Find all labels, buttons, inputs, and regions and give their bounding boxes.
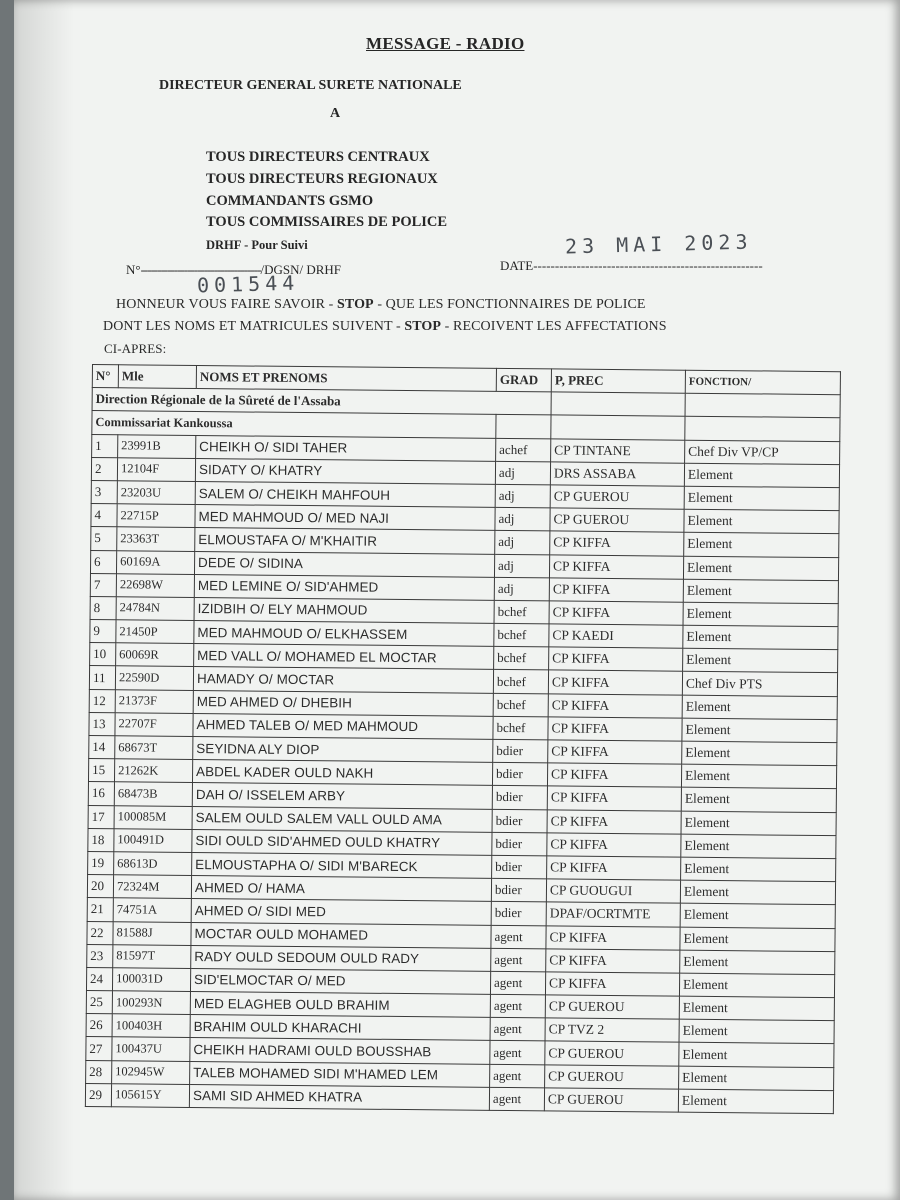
cell-prec: CP KIFFA — [548, 740, 682, 764]
cell-prec: CP KIFFA — [548, 694, 682, 718]
cell-mle: 100491D — [114, 828, 192, 852]
cell-name: RADY OULD SEDOUM OULD RADY — [191, 945, 491, 971]
cell-prec: CP KIFFA — [549, 601, 683, 625]
cell-function: Element — [684, 509, 839, 534]
cell-function: Element — [682, 695, 837, 720]
cell-function: Element — [678, 1089, 833, 1114]
sender: DIRECTEUR GENERAL SURETE NATIONALE — [159, 78, 462, 93]
cell-prec: CP KIFFA — [547, 833, 681, 857]
cell-no: 8 — [90, 596, 116, 619]
cell-no: 2 — [91, 457, 117, 480]
cell-name: MOCTAR OULD MOHAMED — [191, 922, 491, 948]
cell-mle: 81588J — [113, 921, 191, 945]
cell-mle: 100437U — [112, 1037, 190, 1061]
cell-function: Element — [679, 1043, 834, 1068]
cell-grade: achef — [496, 438, 551, 462]
cell-name: SID'ELMOCTAR O/ MED — [190, 968, 490, 994]
cell-name: CHEIKH O/ SIDI TAHER — [196, 435, 496, 461]
header-prec: P, PREC — [551, 369, 685, 393]
cell-function: Element — [684, 463, 839, 488]
cell-no: 3 — [91, 480, 117, 503]
cell-mle: 72324M — [113, 875, 191, 899]
cell-grade: bdier — [492, 809, 547, 833]
cell-prec: CP GUOUGUI — [546, 879, 680, 903]
number-suffix: /DGSN/ DRHF — [260, 262, 341, 277]
cell-prec: CP KIFFA — [547, 786, 681, 810]
cell-mle: 100293N — [112, 991, 190, 1015]
cell-grade: bchef — [493, 693, 548, 717]
cell-no: 17 — [88, 805, 114, 828]
cell-mle: 22590D — [115, 666, 193, 690]
recipient-line: TOUS COMMISSAIRES DE POLICE — [206, 214, 448, 230]
cell-mle: 23363T — [117, 527, 195, 551]
cell-name: DEDE O/ SIDINA — [194, 551, 494, 577]
cell-name: MED VALL O/ MOHAMED EL MOCTAR — [194, 644, 494, 670]
cell-prec: CP KIFFA — [549, 578, 683, 602]
reference-number-line: N°------------------------------------/DGSN/ DRHF — [126, 262, 341, 277]
header-no: N° — [92, 365, 118, 388]
cell-no: 4 — [91, 504, 117, 527]
cell-grade: adj — [495, 461, 550, 485]
cell-mle: 60169A — [116, 550, 194, 574]
cell-function: Element — [681, 811, 836, 836]
cell-prec: CP TVZ 2 — [545, 1018, 679, 1042]
cell-prec: CP KIFFA — [549, 647, 683, 671]
cell-function: Element — [679, 996, 834, 1021]
cell-prec: CP KIFFA — [549, 554, 683, 578]
cell-function: Element — [682, 741, 837, 766]
cell-no: 25 — [86, 991, 112, 1014]
cell-prec: CP KIFFA — [546, 925, 680, 949]
document-page — [14, 0, 900, 1200]
cell-name: SEYIDNA ALY DIOP — [193, 736, 493, 762]
recipient-line: COMMANDANTS GSMO — [206, 193, 374, 209]
cell-mle: 102945W — [112, 1060, 190, 1084]
cell-function: Element — [680, 880, 835, 905]
number-stamp: 001544 — [196, 270, 300, 298]
header-mle: Mle — [118, 365, 196, 389]
cell-prec: CP GUEROU — [544, 1088, 678, 1112]
cell-grade: agent — [489, 1087, 544, 1111]
cell-grade: adj — [495, 531, 550, 555]
cell-mle: 21450P — [116, 620, 194, 644]
recipient-line: TOUS DIRECTEURS REGIONAUX — [206, 171, 438, 187]
header-grade: GRAD — [496, 368, 551, 392]
cell-mle: 74751A — [113, 898, 191, 922]
cell-function: Element — [681, 834, 836, 859]
cell-prec: CP GUEROU — [545, 1065, 679, 1089]
cell-no: 22 — [87, 921, 113, 944]
cell-prec: CP KIFFA — [547, 856, 681, 880]
cell-grade: bchef — [494, 600, 549, 624]
cell-mle: 12104F — [117, 458, 195, 482]
cell-grade: bdier — [492, 786, 547, 810]
cell-name: MED MAHMOUD O/ MED NAJI — [195, 505, 495, 531]
cell-mle: 60069R — [116, 643, 194, 667]
cell-no: 15 — [88, 759, 114, 782]
cell-name: AHMED O/ HAMA — [191, 876, 491, 902]
cell-prec: CP KAEDI — [549, 624, 683, 648]
cell-name: MED ELAGHEB OULD BRAHIM — [190, 992, 490, 1018]
cell-grade: bdier — [492, 832, 547, 856]
cell-no: 7 — [90, 573, 116, 596]
cell-name: HAMADY O/ MOCTAR — [193, 667, 493, 693]
cell-name: MED MAHMOUD O/ ELKHASSEM — [194, 621, 494, 647]
cell-prec: CP KIFFA — [545, 972, 679, 996]
cell-prec: CP GUEROU — [550, 485, 684, 509]
body-line-3: CI-APRES: — [104, 341, 167, 356]
cell-grade: agent — [490, 1041, 545, 1065]
cell-mle: 24784N — [116, 597, 194, 621]
cell-mle: 23203U — [117, 481, 195, 505]
cell-mle: 105615Y — [111, 1084, 189, 1108]
cell-no: 24 — [86, 967, 112, 990]
cell-function: Element — [679, 973, 834, 998]
cell-no: 19 — [88, 851, 114, 874]
cell-prec: CP KIFFA — [550, 531, 684, 555]
cell-name: TALEB MOHAMED SIDI M'HAMED LEM — [190, 1061, 490, 1087]
cell-function: Element — [682, 718, 837, 743]
cell-grade: agent — [491, 925, 546, 949]
cell-name: MED AHMED O/ DHEBIH — [193, 690, 493, 716]
cell-grade: agent — [490, 1018, 545, 1042]
cell-no: 5 — [91, 527, 117, 550]
cell-grade: adj — [495, 484, 550, 508]
cell-function: Element — [683, 648, 838, 673]
cell-no: 13 — [89, 712, 115, 735]
cell-grade: adj — [494, 577, 549, 601]
cell-name: DAH O/ ISSELEM ARBY — [192, 783, 492, 809]
cell-grade: bdier — [492, 855, 547, 879]
cell-no: 21 — [87, 898, 113, 921]
cell-prec: CP TINTANE — [551, 438, 685, 462]
cell-mle: 21373F — [115, 689, 193, 713]
cell-grade: bdier — [493, 739, 548, 763]
cell-function: Element — [680, 950, 835, 975]
cell-mle: 100031D — [112, 968, 190, 992]
date-line: DATE----------------------------------------------------- — [500, 258, 763, 273]
cell-function: Element — [679, 1019, 834, 1044]
cell-prec: CP GUEROU — [550, 508, 684, 532]
to-label: A — [330, 106, 341, 121]
cell-function: Chef Div PTS — [682, 672, 837, 697]
number-label: N° — [126, 262, 141, 277]
cell-mle: 23991B — [118, 434, 196, 458]
cell-function: Element — [683, 556, 838, 581]
header-function: FONCTION/ — [685, 370, 840, 395]
cell-name: SIDATY O/ KHATRY — [195, 458, 495, 484]
cell-mle: 100085M — [114, 805, 192, 829]
cell-grade: adj — [495, 508, 550, 532]
cell-prec: DRS ASSABA — [550, 462, 684, 486]
cell-no: 27 — [86, 1037, 112, 1060]
cell-grade: bdier — [491, 902, 546, 926]
cell-function: Element — [684, 486, 839, 511]
cell-grade: agent — [490, 1064, 545, 1088]
cell-no: 1 — [92, 434, 118, 457]
cell-mle: 81597T — [113, 944, 191, 968]
cell-name: SIDI OULD SID'AHMED OULD KHATRY — [192, 829, 492, 855]
cell-mle: 22698W — [116, 573, 194, 597]
cell-no: 9 — [90, 620, 116, 643]
cell-prec: CP GUEROU — [545, 1041, 679, 1065]
cell-grade: bdier — [492, 763, 547, 787]
cell-function: Element — [683, 579, 838, 604]
cell-name: SALEM O/ CHEIKH MAHFOUH — [195, 481, 495, 507]
body-line-2: DONT LES NOMS ET MATRICULES SUIVENT - STOP - RECOIVENT LES AFFECTATIONS — [103, 319, 667, 334]
cell-grade: agent — [491, 948, 546, 972]
cell-name: SALEM OULD SALEM VALL OULD AMA — [192, 806, 492, 832]
cell-name: ABDEL KADER OULD NAKH — [192, 760, 492, 786]
cell-function: Element — [681, 857, 836, 882]
cell-prec: CP KIFFA — [548, 717, 682, 741]
cell-no: 28 — [86, 1060, 112, 1083]
recipient-line: TOUS DIRECTEURS CENTRAUX — [206, 149, 430, 165]
cell-function: Element — [680, 927, 835, 952]
cell-prec: CP KIFFA — [547, 763, 681, 787]
cell-grade: bchef — [494, 623, 549, 647]
cell-name: ELMOUSTAPHA O/ SIDI M'BARECK — [192, 852, 492, 878]
cell-no: 20 — [87, 875, 113, 898]
document-title: MESSAGE - RADIO — [366, 34, 525, 53]
cell-function: Element — [683, 625, 838, 650]
cell-mle: 68673T — [115, 736, 193, 760]
cell-grade: bchef — [494, 647, 549, 671]
cell-prec: CP GUEROU — [545, 995, 679, 1019]
cell-function: Element — [683, 602, 838, 627]
cell-no: 12 — [89, 689, 115, 712]
cell-no: 26 — [86, 1014, 112, 1037]
cell-name: IZIDBIH O/ ELY MAHMOUD — [194, 597, 494, 623]
header-name: NOMS ET PRENOMS — [196, 366, 496, 392]
cell-name: MED LEMINE O/ SID'AHMED — [194, 574, 494, 600]
cell-grade: bchef — [493, 716, 548, 740]
cell-prec: CP KIFFA — [548, 670, 682, 694]
cell-function: Chef Div VP/CP — [685, 440, 840, 465]
recipient-line: DRHF - Pour Suivi — [206, 238, 308, 252]
cell-function: Element — [684, 533, 839, 558]
cell-mle: 68473B — [114, 782, 192, 806]
cell-mle: 22707F — [115, 713, 193, 737]
subsection-title: Commissariat Kankoussa — [92, 411, 496, 438]
cell-function: Element — [680, 903, 835, 928]
cell-function: Element — [679, 1066, 834, 1091]
assignments-table — [85, 364, 841, 1114]
cell-no: 14 — [89, 735, 115, 758]
cell-mle: 21262K — [114, 759, 192, 783]
cell-name: AHMED TALEB O/ MED MAHMOUD — [193, 713, 493, 739]
cell-mle: 68613D — [114, 852, 192, 876]
cell-mle: 22715P — [117, 504, 195, 528]
cell-name: AHMED O/ SIDI MED — [191, 899, 491, 925]
cell-prec: DPAF/OCRTMTE — [546, 902, 680, 926]
cell-grade: agent — [490, 971, 545, 995]
cell-function: Element — [681, 788, 836, 813]
cell-no: 6 — [90, 550, 116, 573]
cell-grade: bchef — [493, 670, 548, 694]
cell-name: SAMI SID AHMED KHATRA — [189, 1084, 489, 1110]
cell-no: 23 — [87, 944, 113, 967]
cell-no: 16 — [88, 782, 114, 805]
cell-grade: adj — [494, 554, 549, 578]
cell-prec: CP KIFFA — [546, 949, 680, 973]
cell-name: BRAHIM OULD KHARACHI — [190, 1015, 490, 1041]
date-label: DATE — [500, 258, 534, 273]
cell-prec: CP KIFFA — [547, 809, 681, 833]
date-stamp: 23 MAI 2023 — [564, 229, 753, 259]
cell-grade: agent — [490, 994, 545, 1018]
cell-function: Element — [681, 764, 836, 789]
cell-no: 29 — [85, 1083, 111, 1106]
cell-name: ELMOUSTAFA O/ M'KHAITIR — [195, 528, 495, 554]
cell-mle: 100403H — [112, 1014, 190, 1038]
body-line-1: HONNEUR VOUS FAIRE SAVOIR - STOP - QUE LES FONCTIONNAIRES DE POLICE — [116, 297, 646, 312]
cell-no: 18 — [88, 828, 114, 851]
section-title: Direction Régionale de la Sûreté de l'Assaba — [92, 388, 551, 416]
cell-no: 10 — [90, 643, 116, 666]
cell-no: 11 — [89, 666, 115, 689]
cell-grade: bdier — [491, 878, 546, 902]
cell-name: CHEIKH HADRAMI OULD BOUSSHAB — [190, 1038, 490, 1064]
